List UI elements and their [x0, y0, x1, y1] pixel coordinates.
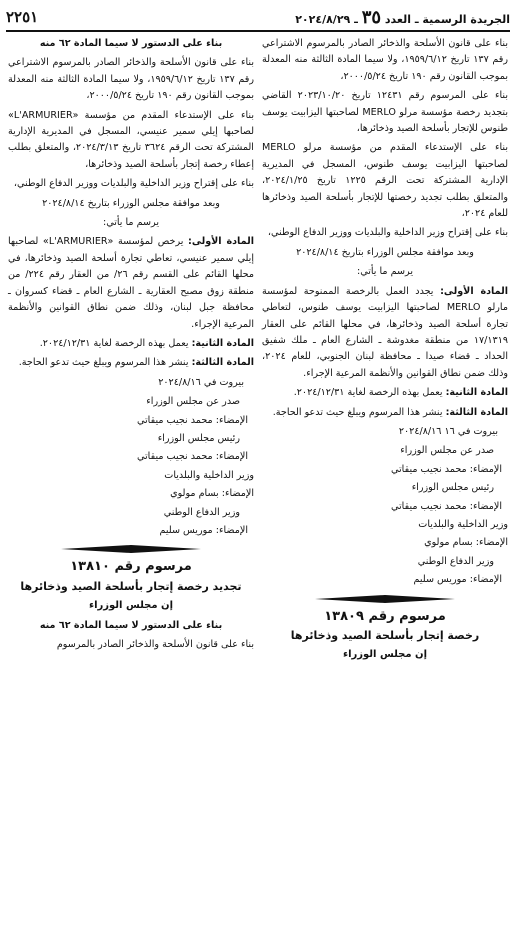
signature-name: الإمضاء: بسام مولوي [170, 488, 254, 500]
constitution-line: بناء على الدستور لا سيما المادة ٦٢ منه [39, 38, 223, 49]
signature-title: رئيس مجلس الوزراء [411, 482, 494, 494]
decree-subject: تجديد رخصة إتجار بأسلحة الصيد وذخائرها [20, 579, 242, 593]
article-1 [262, 284, 508, 382]
article-label: المادة الثالثة: [191, 357, 254, 369]
page-header [6, 6, 510, 28]
decree-issuer: إن مجلس الوزراء [88, 600, 174, 612]
right-column [262, 36, 508, 667]
decrees-line: يرسم ما يأتي: [356, 266, 414, 278]
article-text: يعمل بهذه الرخصة لغاية ٢٠٢٤/١٢/٣١. [39, 337, 189, 349]
signature-title: رئيس مجلس الوزراء [157, 432, 240, 444]
signature-name: الإمضاء: موريس سليم [159, 524, 248, 536]
article-3 [262, 405, 508, 421]
decree-subject: رخصة إتجار بأسلحة الصيد وذخائرها [290, 629, 480, 642]
decree-number: مرسوم رقم ١٣٨١٠ [70, 559, 192, 575]
decree-number: مرسوم رقم ١٣٨٠٩ [324, 608, 446, 624]
article-text: يعمل بهذه الرخصة لغاية ٢٠٢٤/١٢/٣١. [293, 387, 443, 399]
council-approval: وبعد موافقة مجلس الوزراء بتاريخ ٢٠٢٤/٨/١٤ [296, 246, 474, 258]
preamble-paragraph: بناء على الإستدعاء المقدم من مؤسسة مرلو MERLO لصاحبتها اليزابيت يوسف طنوس، المسجل في المديرية الإدارية المشتركة تحت الرقم ١٢٢٥ تاريخ ٢٠٢٤/١/٢٥، والمتعلق بطلب تجديد رخصتها للإتجار بأسلحة الصيد وذخائرها للعام ٢٠٢٤، [262, 142, 508, 220]
gazette-name: الجريدة الرسمية ـ العدد [384, 12, 510, 26]
article-text: يرخص لمؤسسة «L'ARMURIER» لصاحبها إيلي سمير عنيسي، تعاطي تجارة أسلحة الصيد وذخائرها، في محلها القائم على القسم رقم ٢٦/ من العقار رقم ٢٢٤/ من منطقة زوق مصبح العقارية ـ الشارع العام ـ قضاء كسروان ـ محافظة جبل لبنان، وذلك ضمن نطاق القوانين والأنظمة المرعية الإجراء. [8, 236, 254, 330]
article-text: ينشر هذا المرسوم ويبلغ حيث تدعو الحاجة. [272, 406, 443, 418]
signature-title: صدر عن مجلس الوزراء [146, 396, 240, 408]
signature-block [8, 394, 254, 539]
signature-title: وزير الداخلية والبلديات [164, 469, 254, 481]
signature-name: الإمضاء: موريس سليم [413, 574, 502, 586]
preamble-paragraph: بناء على المرسوم رقم ١٢٤٣١ تاريخ ٢٠٢٣/١٠/٢٠ القاضي بتجديد رخصة مؤسسة مرلو MERLO لصاحبتها اليزابيت يوسف طنوس للإتجار بأسلحة الصيد وذخائرها، [262, 90, 508, 135]
gazette-title [295, 7, 510, 28]
article-2 [8, 336, 254, 352]
preamble-paragraph: بناء على قانون الأسلحة والذخائر الصادر بالمرسوم [56, 639, 254, 650]
issue-date: ـ ٢٠٢٤/٨/٢٩ [295, 12, 358, 26]
signature-title: وزير الداخلية والبلديات [418, 518, 508, 530]
divider-ornament [61, 545, 201, 553]
signature-title: وزير الدفاع الوطني [417, 555, 494, 567]
place-date: بيروت في ٢٠٢٤/٨/١٦ [158, 376, 244, 388]
article-label: المادة الأولى: [440, 285, 508, 297]
article-label: المادة الثالثة: [445, 406, 508, 418]
signature-name: الإمضاء: بسام مولوي [424, 537, 508, 549]
article-label: المادة الثانية: [445, 387, 508, 399]
place-date: بيروت في ١٦ ٢٠٢٤/٨/١٦ [398, 425, 498, 437]
left-column [8, 36, 254, 656]
article-text: يجدد العمل بالرخصة الممنوحة لمؤسسة مارلو MERLO لصاحبتها اليزابيت يوسف طنوس، لتعاطي تجارة أسلحة الصيد وذخائرها، في محلها القائم على العقار ١٧/١٣١٩ من منطقة مغدوشة ـ الشارع العام ـ ملك شفيق الحداد ـ قضاء صيدا ـ محافظة لبنان الجنوبي، للعام ٢٠٢٤، وذلك ضمن نطاق القوانين والأنظمة المرعية الإجراء. [262, 285, 508, 379]
council-approval: وبعد موافقة مجلس الوزراء بتاريخ ٢٠٢٤/٨/١٤ [42, 197, 220, 209]
preamble-paragraph: بناء على إقتراح وزير الداخلية والبلديات ووزير الدفاع الوطني، [13, 178, 254, 190]
constitution-line: بناء على الدستور لا سيما المادة ٦٢ منه [39, 619, 223, 631]
preamble-paragraph: بناء على الإستدعاء المقدم من مؤسسة «L'ARMURIER» لصاحبها إيلي سمير عنيسي، المسجل في المديرية الإدارية المشتركة تحت الرقم ٣٦٢٤ تاريخ ٢٠٢٤/٣/١٣، والمتعلق بطلب إعطاء رخصة إتجار بأسلحة الصيد وذخائرها، [8, 109, 254, 170]
preamble-paragraph: بناء على إقتراح وزير الداخلية والبلديات ووزير الدفاع الوطني، [267, 227, 508, 239]
signature-name: الإمضاء: محمد نجيب ميقاتي [391, 463, 502, 475]
signature-title: وزير الدفاع الوطني [163, 506, 240, 518]
article-2 [262, 385, 508, 401]
article-text: ينشر هذا المرسوم ويبلغ حيث تدعو الحاجة. [18, 357, 189, 369]
decree-issuer: إن مجلس الوزراء [342, 649, 428, 661]
signature-title: صدر عن مجلس الوزراء [400, 445, 494, 457]
divider-ornament [315, 595, 455, 603]
article-1 [8, 234, 254, 332]
article-label: المادة الأولى: [188, 236, 254, 248]
signature-name: الإمضاء: محمد نجيب ميقاتي [137, 414, 248, 426]
header-rule [6, 30, 510, 32]
signature-name: الإمضاء: محمد نجيب ميقاتي [391, 500, 502, 512]
article-3 [8, 355, 254, 371]
signature-block [262, 443, 508, 588]
section-divider [8, 545, 254, 553]
preamble-paragraph: بناء على قانون الأسلحة والذخائر الصادر بالمرسوم الاشتراعي رقم ١٣٧ تاريخ ١٩٥٩/٦/١٢، ولا سيما المادة الثالثة منه المعدلة بموجب القانون رقم ١٩٠ تاريخ ٢٠٠٠/٥/٢٤، [262, 38, 508, 82]
article-label: المادة الثانية: [191, 337, 254, 349]
issue-number: ٣٥ [361, 6, 382, 28]
signature-name: الإمضاء: محمد نجيب ميقاتي [137, 451, 248, 463]
decrees-line: يرسم ما يأتي: [102, 217, 160, 229]
page-number: ٢٢٥١ [6, 8, 39, 26]
preamble-paragraph: بناء على قانون الأسلحة والذخائر الصادر بالمرسوم الاشتراعي رقم ١٣٧ تاريخ ١٩٥٩/٦/١٢، ولا سيما المادة الثالثة منه المعدلة بموجب القانون رقم ١٩٠ تاريخ ٢٠٠٠/٥/٢٤، [8, 57, 254, 102]
section-divider [262, 595, 508, 603]
